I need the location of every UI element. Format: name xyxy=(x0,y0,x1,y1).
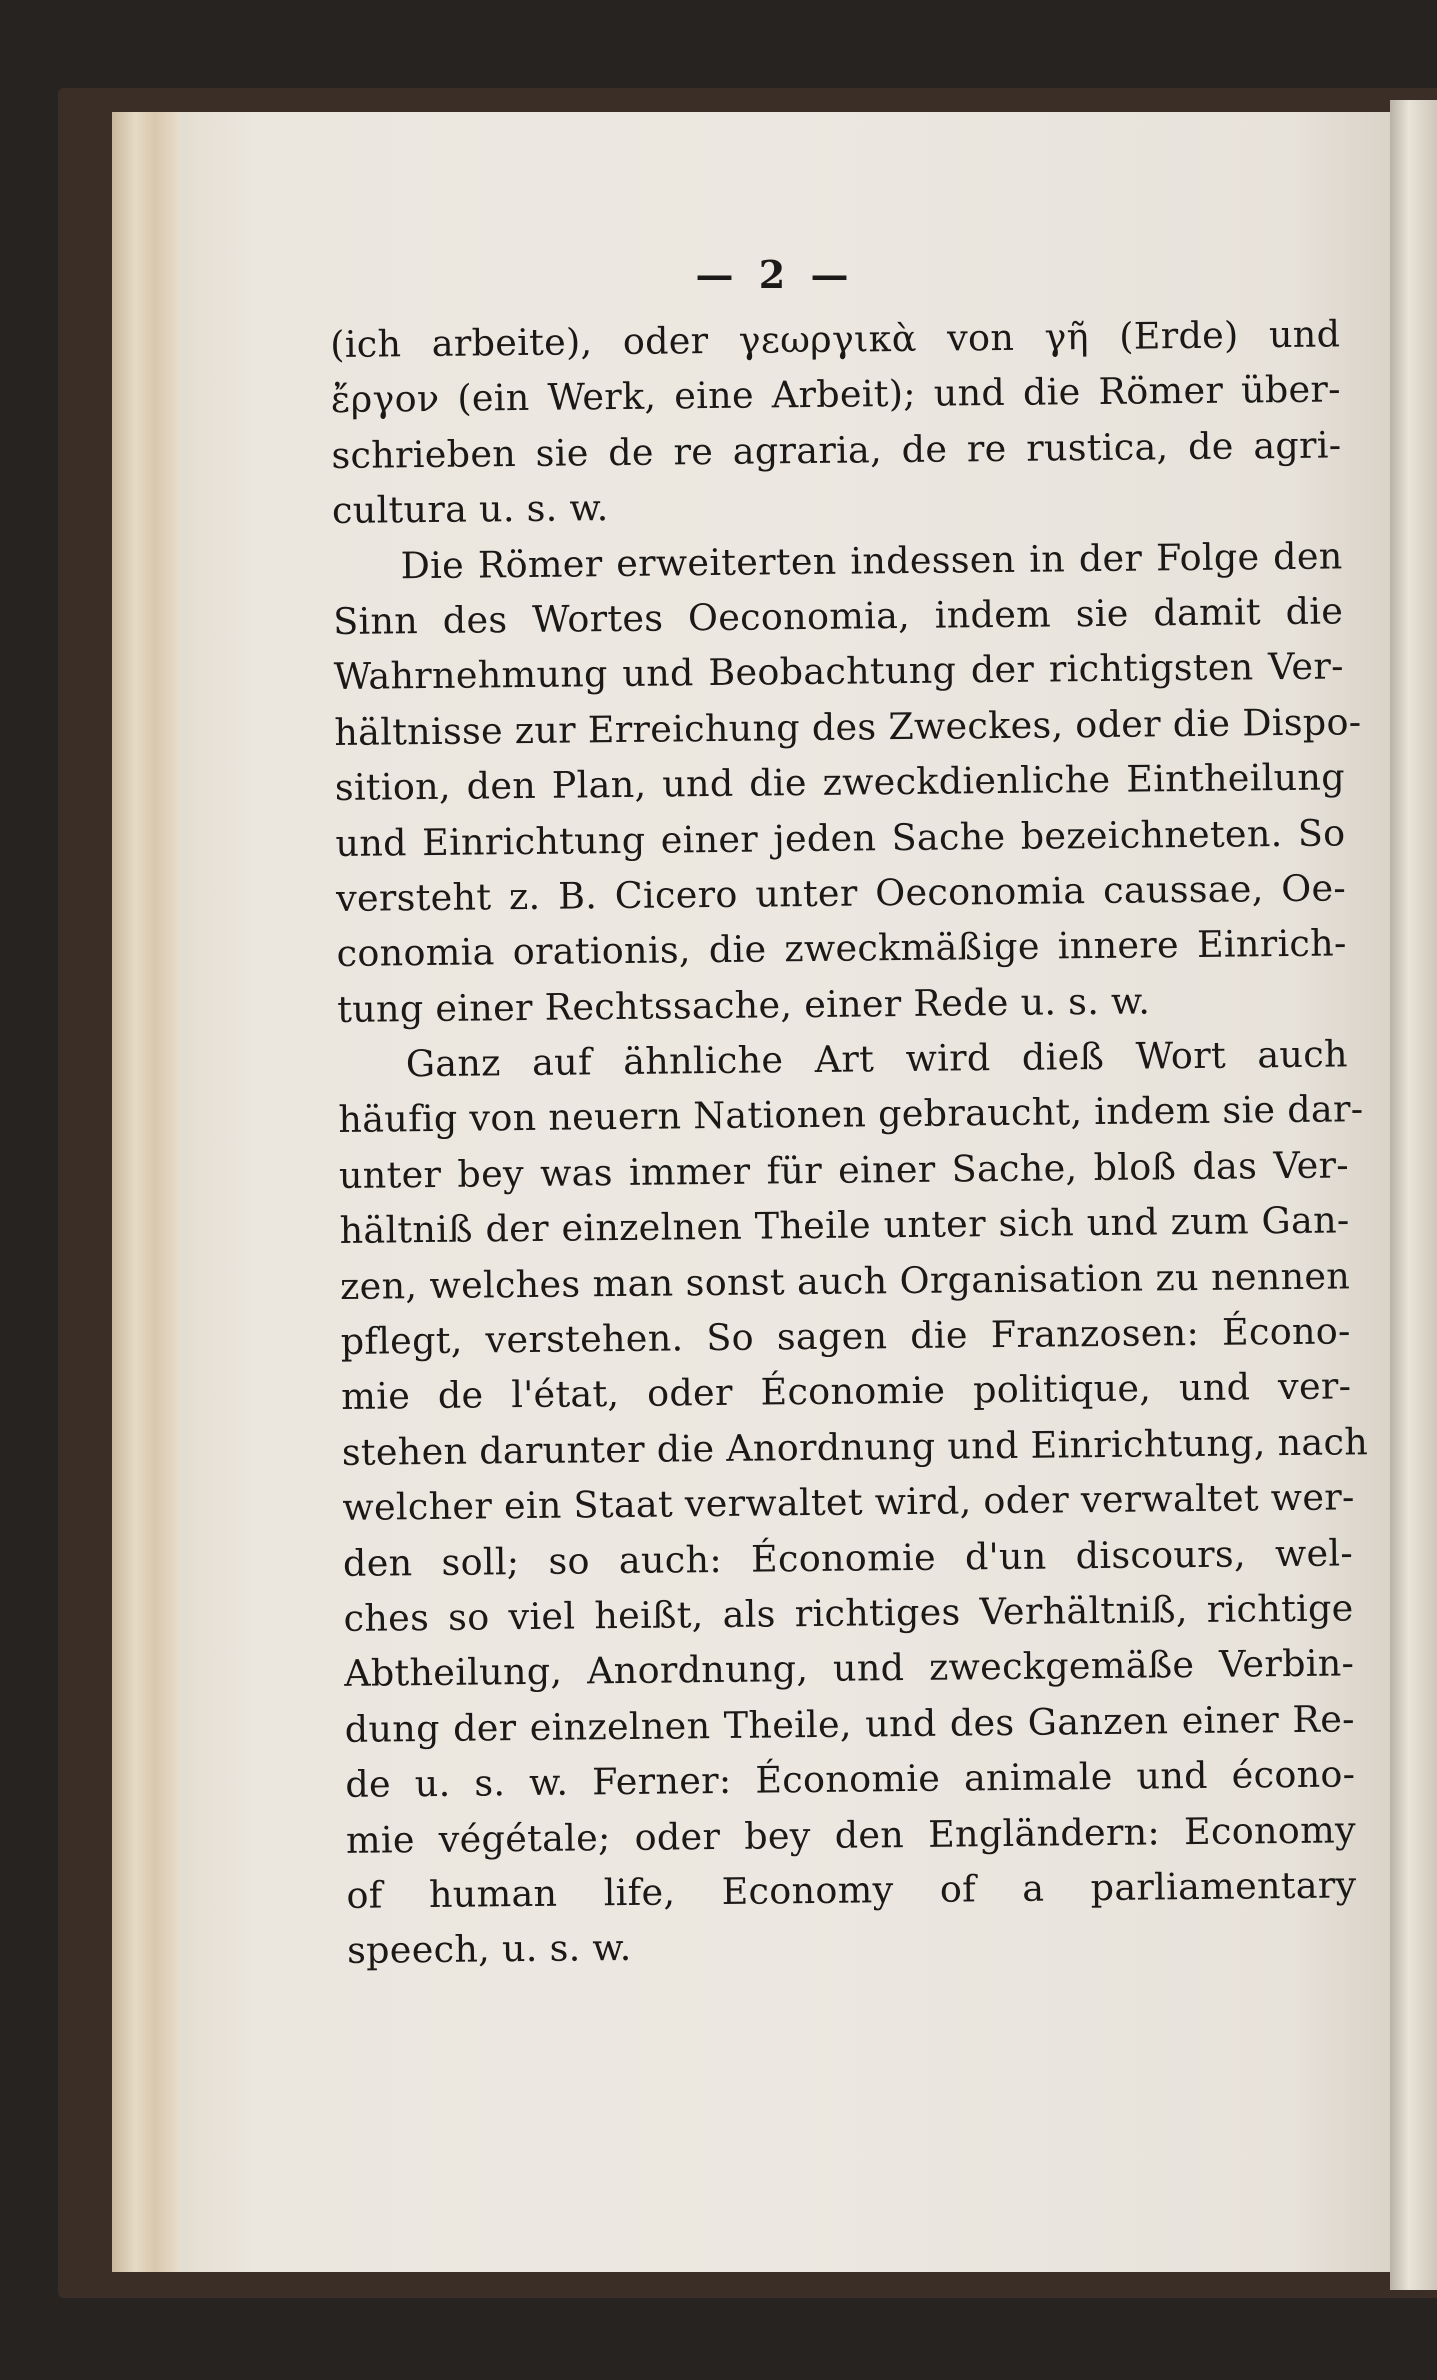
text-line: versteht z. B. Cicero unter Oeconomia caussae, Oe- xyxy=(335,866,1347,920)
text-line: de u. s. w. Ferner: Économie animale und écono- xyxy=(345,1752,1356,1807)
text-line: dung der einzelnen Theile, und des Ganzen einer Re- xyxy=(344,1697,1355,1751)
page-number: — 2 — xyxy=(695,252,855,297)
text-line: Wahrnehmung und Beobachtung der richtigsten Ver- xyxy=(333,644,1344,699)
text-line: hältniß der einzelnen Theile unter sich und zum Gan- xyxy=(339,1198,1350,1253)
text-line: welcher ein Staat verwaltet wird, oder verwaltet wer- xyxy=(342,1475,1355,1530)
text-line: Die Römer erweiterten indessen in der Folge den xyxy=(400,533,1343,587)
text-line: den soll; so auch: Économie d'un discours, wel- xyxy=(342,1530,1354,1585)
text-line: (ich arbeite), oder γεωργικὰ von γῆ (Erde) und xyxy=(330,312,1341,366)
text-line: Abtheilung, Anordnung, und zweckgemäße Verbin- xyxy=(343,1641,1355,1696)
text-line: schrieben sie de re agraria, de re rustica, de agri- xyxy=(331,423,1342,477)
text-line: Ganz auf ähnliche Art wird dieß Wort auch xyxy=(405,1032,1348,1086)
text-line: speech, u. s. w. xyxy=(346,1926,632,1973)
text-line: hältnisse zur Erreichung des Zweckes, oder die Dispo- xyxy=(334,699,1362,754)
page-stack-edge xyxy=(112,112,190,2272)
text-line: of human life, Economy of a parliamentary xyxy=(346,1863,1357,1917)
text-line: ἔργον (ein Werk, eine Arbeit); und die Römer über- xyxy=(330,367,1342,422)
text-line: ches so viel heißt, als richtiges Verhältniß, richtige xyxy=(343,1586,1354,1640)
text-line: tung einer Rechtssache, einer Rede u. s. w. xyxy=(337,979,1151,1031)
page-text xyxy=(330,306,1369,1978)
text-line: conomia orationis, die zweckmäßige innere Einrich- xyxy=(336,921,1347,976)
text-line: zen, welches man sonst auch Organisation zu nennen xyxy=(339,1254,1351,1308)
text-line: stehen darunter die Anordnung und Einrichtung, nach xyxy=(341,1420,1369,1474)
text-line: unter bey was immer für einer Sache, bloß das Ver- xyxy=(338,1143,1350,1197)
right-page-edge xyxy=(1390,100,1437,2290)
text-line: sition, den Plan, und die zweckdienliche Eintheilung xyxy=(334,755,1346,810)
text-line: mie végétale; oder bey den Engländern: Economy xyxy=(345,1807,1357,1862)
text-line: und Einrichtung einer jeden Sache bezeichneten. So xyxy=(335,810,1346,865)
text-line: pflegt, verstehen. So sagen die Franzosen: Écono- xyxy=(340,1309,1351,1363)
text-line: cultura u. s. w. xyxy=(331,486,609,533)
text-line: mie de l'état, oder Économie politique, und ver- xyxy=(341,1364,1352,1419)
book-page xyxy=(180,112,1390,2272)
text-line: Sinn des Wortes Oeconomia, indem sie damit die xyxy=(332,589,1344,643)
text-line: häufig von neuern Nationen gebraucht, indem sie dar- xyxy=(338,1087,1364,1142)
